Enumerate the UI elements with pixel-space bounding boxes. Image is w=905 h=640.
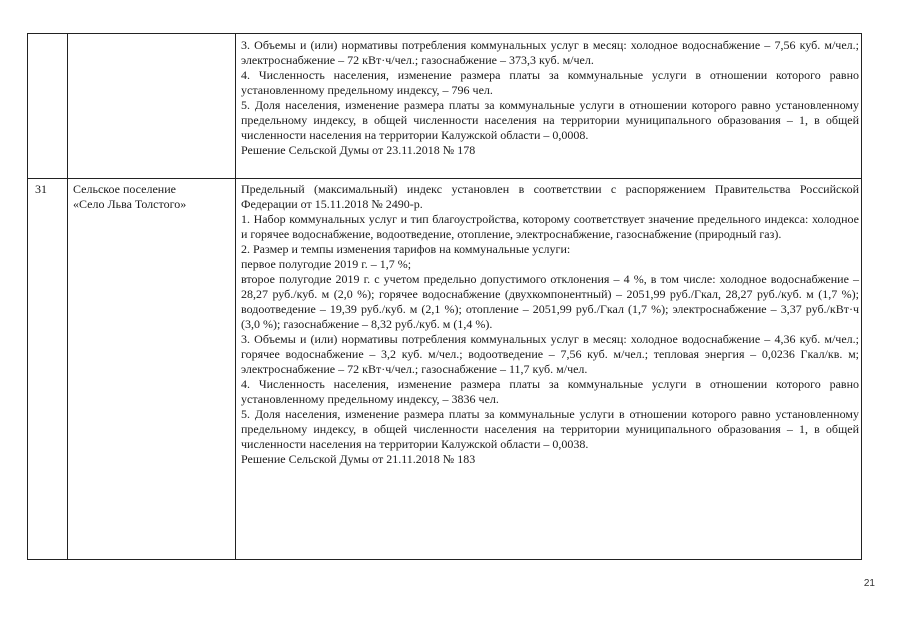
- prev-row-item-3: 3. Объемы и (или) нормативы потребления коммунальных услуг в месяц: холодное водоснабжение – 7,56 куб. м/чел.; электроснабжение – 72 кВт·ч/чел.; газоснабжение – 373,3 куб. м/чел.: [241, 38, 859, 67]
- prev-row-content: [241, 38, 859, 158]
- row-item-1: 1. Набор коммунальных услуг и тип благоустройства, которому соответствует значение предельного индекса: холодное и горячее водоснабжение, водоотведение, отопление, электроснабжение, газоснабжение (природный газ).: [241, 212, 859, 241]
- column-divider-number: [67, 34, 68, 559]
- prev-row-item-5: 5. Доля населения, изменение размера платы за коммунальные услуги в отношении которого равно установленному предельному индексу, в общей численности населения на территории муниципального образования – 1, в общей численности населения на территории Калужской области – 0,0008.: [241, 98, 859, 142]
- row-item-5: 5. Доля населения, изменение размера платы за коммунальные услуги в отношении которого равно установленному предельному индексу, в общей численности населения на территории муниципального образования – 1, в общей численности населения на территории Калужской области – 0,0038.: [241, 407, 859, 451]
- row-decision: Решение Сельской Думы от 21.11.2018 № 183: [241, 452, 476, 466]
- row-item-4: 4. Численность населения, изменение размера платы за коммунальные услуги в отношении которого равно установленному предельному индексу, – 3836 чел.: [241, 377, 859, 406]
- prev-row-decision: Решение Сельской Думы от 23.11.2018 № 178: [241, 143, 476, 157]
- row-item-2-first-half: первое полугодие 2019 г. – 1,7 %;: [241, 257, 412, 271]
- row-number: 31: [35, 182, 47, 196]
- row-item-3: 3. Объемы и (или) нормативы потребления коммунальных услуг в месяц: холодное водоснабжение – 4,36 куб. м/чел.; горячее водоснабжение – 3,2 куб. м/чел.; водоотведение – 7,56 куб. м/чел.; тепловая энергия – 0,0236 Гкал/кв. м; электроснабжение – 72 кВт·ч/чел.; газоснабжение – 11,7 куб. м/чел.: [241, 332, 859, 376]
- row-content: [241, 182, 859, 467]
- row-divider: [28, 178, 861, 179]
- row-item-2: 2. Размер и темпы изменения тарифов на коммунальные услуги:: [241, 242, 571, 256]
- row-item-2-second-half: второе полугодие 2019 г. с учетом предельно допустимого отклонения – 4 %, в том числе: холодное водоснабжение – 28,27 руб./куб. м (2,0 %); горячее водоснабжение (двухкомпонентный) – 2051,99 руб./Гкал, 28,27 руб./куб. м (1,7 %); водоотведение – 19,39 руб./куб. м (2,1 %); отопление – 2051,99 руб./Гкал (1,7 %); электроснабжение – 3,37 руб./кВт·ч (3,0 %); газоснабжение – 8,32 руб./куб. м (1,4 %).: [241, 272, 859, 331]
- prev-row-item-4: 4. Численность населения, изменение размера платы за коммунальные услуги в отношении которого равно установленному предельному индексу, – 796 чел.: [241, 68, 859, 97]
- municipality-name-line2: «Село Льва Толстого»: [73, 197, 187, 211]
- municipality-name: [73, 182, 233, 212]
- column-divider-name: [235, 34, 236, 559]
- page-number: 21: [863, 578, 875, 589]
- row-intro: Предельный (максимальный) индекс установлен в соответствии с распоряжением Правительства Российской Федерации от 15.11.2018 № 2490-р.: [241, 182, 859, 211]
- municipality-name-line1: Сельское поселение: [73, 182, 176, 196]
- utility-index-table: [27, 33, 862, 560]
